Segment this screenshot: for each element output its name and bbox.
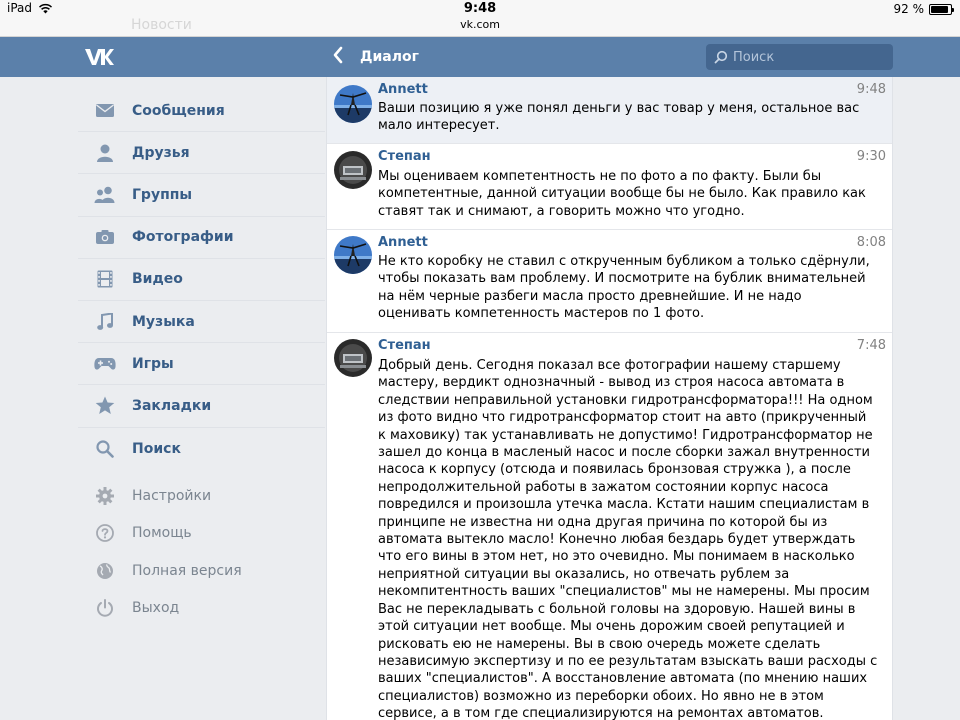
sidebar-item-label: Выход xyxy=(132,600,180,617)
search-input[interactable] xyxy=(733,50,883,65)
sidebar-item-help[interactable] xyxy=(78,515,325,553)
device-name: iPad xyxy=(7,1,33,15)
dialog-pane xyxy=(326,77,893,720)
message-item[interactable] xyxy=(327,333,893,720)
page-title: Диалог xyxy=(360,49,419,65)
message-item[interactable] xyxy=(327,230,893,333)
message-item[interactable] xyxy=(327,77,893,144)
message-text: Мы оцениваем компетентность не по фото а по факту. Были бы компетентные, данной ситуации вообще бы не было. Как правило как ставят так и снимают, а говорить можно что угодно. xyxy=(378,169,866,219)
sidebar-item-label: Помощь xyxy=(132,525,192,542)
star-icon xyxy=(78,396,132,415)
sidebar-item-full-version[interactable] xyxy=(78,552,325,590)
group-icon xyxy=(78,186,132,203)
film-icon xyxy=(78,270,132,288)
sidebar-item-label: Музыка xyxy=(132,313,195,330)
message-author[interactable]: Степан xyxy=(378,149,431,164)
clock: 9:48 xyxy=(463,1,497,16)
sidebar-item-logout[interactable] xyxy=(78,590,325,628)
envelope-icon xyxy=(78,103,132,118)
sidebar-secondary-menu xyxy=(78,477,325,627)
sidebar-item-label: Закладки xyxy=(132,397,212,414)
message-author[interactable]: Annett xyxy=(378,235,428,250)
message-time: 9:48 xyxy=(856,82,886,97)
gear-icon xyxy=(78,487,132,505)
ghost-menu-item-news: Новости xyxy=(131,17,192,33)
message-text: Не кто коробку не ставил с открученным бубликом а только сдёрнули, чтобы показать вам проблему. И посмотрите на бублик внимательней на нём черные разбеги масла просто древнейшие. И не надо оценивать компетенность мастеров по 1 фото. xyxy=(378,254,870,322)
sidebar-item-settings[interactable] xyxy=(78,477,325,515)
sidebar-item-label: Игры xyxy=(132,355,174,372)
chevron-left-icon xyxy=(332,46,344,64)
sidebar-item-friends[interactable] xyxy=(78,132,325,174)
message-author[interactable]: Annett xyxy=(378,82,428,97)
sidebar xyxy=(0,77,325,720)
vk-logo-icon[interactable] xyxy=(84,47,114,67)
sidebar-item-games[interactable] xyxy=(78,343,325,385)
search-icon xyxy=(78,440,132,458)
globe-icon xyxy=(78,562,132,580)
status-right xyxy=(894,2,953,16)
sidebar-item-video[interactable] xyxy=(78,259,325,301)
sidebar-item-label: Полная версия xyxy=(132,562,242,579)
sidebar-item-messages[interactable] xyxy=(78,90,325,132)
sidebar-item-label: Поиск xyxy=(132,440,181,457)
help-icon xyxy=(78,524,132,542)
message-author[interactable]: Степан xyxy=(378,338,431,353)
camera-icon xyxy=(78,229,132,245)
avatar-annett[interactable] xyxy=(334,85,372,123)
vk-header xyxy=(0,37,960,77)
message-time: 9:30 xyxy=(856,149,886,164)
power-icon xyxy=(78,599,132,617)
sidebar-item-label: Фотографии xyxy=(132,229,234,246)
message-time: 7:48 xyxy=(856,338,886,353)
search-field[interactable] xyxy=(706,44,893,70)
sidebar-item-label: Настройки xyxy=(132,487,212,504)
sidebar-item-groups[interactable] xyxy=(78,174,325,216)
battery-icon xyxy=(929,4,952,15)
sidebar-item-photos[interactable] xyxy=(78,217,325,259)
search-icon xyxy=(714,50,728,64)
sidebar-item-music[interactable] xyxy=(78,301,325,343)
sidebar-item-bookmarks[interactable] xyxy=(78,385,325,427)
avatar-annett[interactable] xyxy=(334,236,372,274)
message-text: Ваши позицию я уже понял деньги у вас товар у меня, остальное вас мало интересует. xyxy=(378,101,860,134)
sidebar-item-label: Видео xyxy=(132,271,183,288)
sidebar-menu xyxy=(78,90,325,470)
avatar-stepan[interactable] xyxy=(334,151,372,189)
sidebar-item-label: Друзья xyxy=(132,144,190,161)
message-item[interactable] xyxy=(327,144,893,230)
gamepad-icon xyxy=(78,357,132,371)
battery-level xyxy=(931,6,948,13)
music-note-icon xyxy=(78,313,132,331)
message-text: Добрый день. Сегодня показал все фотографии нашему старшему мастеру, вердикт однозначный - вывод из строя насоса автомата в следствии неправильной установки гидротрансформатора!!! На одном из фото видно что гидротрансформатор стоит на авто (прикрученный к маховику) так устанавливать не допустимо! Гидротрансформатор не зашел до конца в масленый насос и после сборки зажал внутренности насоса к корпусу (отсюда и появилась бронзовая стружка ), а после непродолжительной работы в зажатом состоянии корпус насоса повредился и произошла утечка масла. Кстати нашим специалистам в принципе не известна ни одна другая причина по которой бы из автомата вытекло масло! Конечно любая бездарь будет утверждать что его вины в этом нет, но это очевидно. Мы понимаем в насколько неприятной ситуации вы оказались, но отвечать рублем за некомпитентность ваших "специалистов" мы не намерены. Мы просим Вас не перекладывать с больной головы на здоровую. Нашей вины в этой ситуации нет вообще. Мы очень дорожим своей репутацией и рисковать ею не намерены. Вы в свою очередь можете сделать независимую экспертизу и по ее результатам взыскать ваши расходы с ваших "специалистов". А восстановление автомата (по мнению наших специалистов) возможно из переборки обоих. Но явно не в этом сервисе, а в том где специализируются на ремонтах автоматов. xyxy=(378,358,878,720)
sidebar-item-label: Сообщения xyxy=(132,102,225,119)
battery-percent: 92 % xyxy=(893,2,924,16)
sidebar-item-search[interactable] xyxy=(78,428,325,470)
address-bar-url[interactable]: vk.com xyxy=(460,18,500,31)
person-icon xyxy=(78,144,132,162)
avatar-stepan[interactable] xyxy=(334,339,372,377)
message-time: 8:08 xyxy=(856,235,886,250)
back-button[interactable] xyxy=(332,46,344,68)
sidebar-item-label: Группы xyxy=(132,186,193,203)
